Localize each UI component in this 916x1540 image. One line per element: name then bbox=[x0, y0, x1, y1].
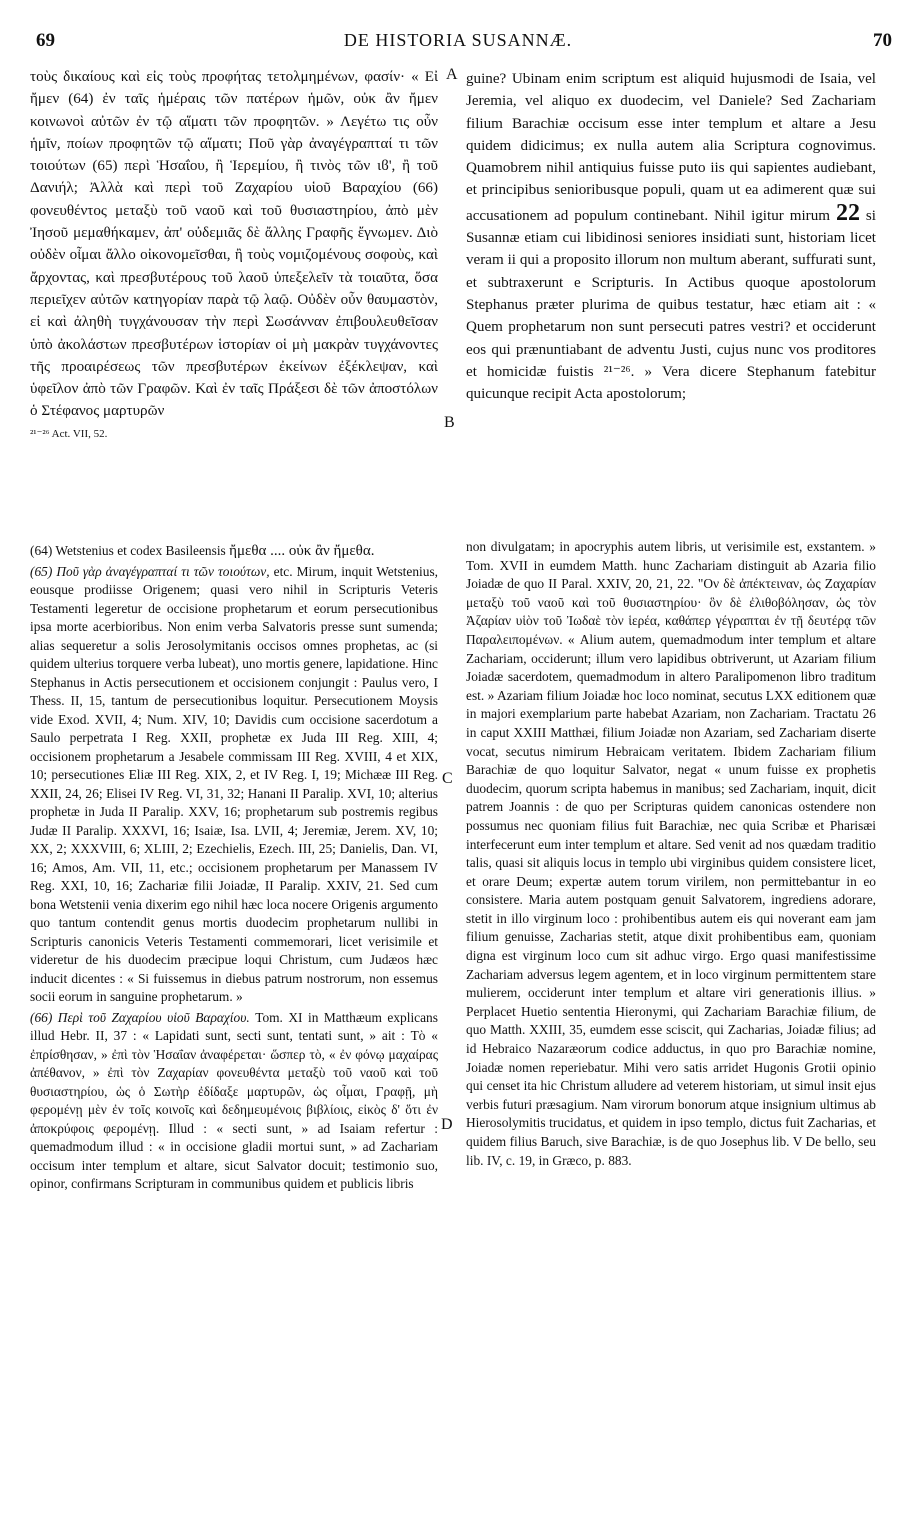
footnote-65-head: (65) Ποῦ γὰρ ἀναγέγραπταί τι τῶν τοιούτων, bbox=[30, 563, 270, 579]
page-number-right: 70 bbox=[873, 30, 892, 51]
greek-main-text bbox=[30, 66, 438, 548]
footnote-64 bbox=[30, 542, 438, 561]
footnote-65-body: etc. Mirum, inquit Wetstenius, eousque prodiisse Origenem; quasi vero nihil in Scripturis Veteris Testamenti legeretur de occisione prophetarum et eorum persecutionibus ipsa morte acerbioribus. Non enim verba Salvatoris presse sunt sumenda; alias sequeretur a solis Jerosolymitanis occisos omnes prophetas, ac (si quidem ulterius torquere verba lubeat), uno mortis genere, lapidatione. Hinc Stephanus in Actis persecutionem et occisionem conjungit : Paulus vero, I Thess. II, 15, tantum de persecutionibus loquitur. Persecutionem Moysis vide Exod. XVII, 4; Num. XIV, 10; Davidis cum occisione sacerdotum a Saulo perpetrata I Reg. XXII, prophetæ ex Juda III Reg. XIII, 4; occisionem prophetarum a Jesabele commissam III Reg. XVIII, 4 et XIX, 10; persecutiones Eliæ III Reg. XIX, 2, et IV Reg. I, 19; Michææ III Reg. XXII, 24, 26; Elisei IV Reg. VI, 31, 32; Hanani II Paralip. XVI, 10; alterius prophetæ in Juda II Paralip. XXV, 16; prophetarum sub postremis regibus Judæ II Paralip. XXXVI, 16; Isaiæ, Isa. LVII, 4; Jeremiæ, Jerem. XV, 10; XX, 2; XXXVIII, 6; XLIII, 2; Ezechielis, Ezech. III, 25; Danielis, Dan. VI, 16; Amos, Am. VII, 11, etc.; occisionem prophetarum per Manassem IV Reg. XXI, 10, 16; Zachariæ filii Joiadæ, II Paralip. XXIV, 21. Sed cum bona Wetstenii venia dixerim ego nihil hæc loca nocere Origenis argumento quo tantum contendit genus mortis duodecim prophetarum nullibi in Scripturis canonicis Veteris Testamenti commemorari, licet verisimile et videretur de his duodecim præcipue loqui Christum, cum Judæos hæc inducit dicentes : « Si fuissemus in diebus patrum nostrorum, non essemus socii eorum in sanguine prophetarum. » bbox=[30, 563, 438, 1004]
margin-letter-c: C bbox=[442, 770, 453, 787]
latin-paragraph bbox=[466, 68, 876, 405]
page-header bbox=[24, 30, 892, 58]
latin-main-text bbox=[466, 68, 876, 546]
footnote-66-body: Tom. XI in Matthæum explicans illud Hebr. II, 37 : « Lapidati sunt, secti sunt, tentati sunt, » ait : Τὸ « ἐπρίσθησαν, » ἐπὶ τὸν Ἡσαΐαν ἀναφέρεται· ὥσπερ τὸ, « ἐν φόνῳ μαχαίρας ἀπέθανον, » ἐπὶ τὸν Ζαχαρίαν φονευθέντα μεταξὺ τοῦ ναοῦ καὶ τοῦ θυσιαστηρίου, ὡς ὁ Σωτὴρ ἐδίδαξε μαρτυρῶν, ὡς οἶμαι, Γραφῇ, μὴ φερομένῃ μὲν ἐν τοῖς κοινοῖς καὶ δεδημευμένοις βιβλίοις, εἰκὸς δ' ὅτι ἐν ἀποκρύφοις φερομένῃ. Illud : « secti sunt, » ad Isaiam refertur : quemadmodum illud : « in occisione gladii mortui sunt, » ad Zachariam occisum inter templum et altare, sicut Salvator docuit; testimonio suo, opinor, confirmans Scripturam in communibus quidem et publicis libris bbox=[30, 1009, 438, 1191]
page-number-left: 69 bbox=[36, 30, 55, 51]
footnote-65 bbox=[30, 563, 438, 1007]
footnotes-left bbox=[30, 542, 438, 1502]
footnote-continuation: non divulgatam; in apocryphis autem libris, ut verisimile est, exstantem. » Tom. XVII in eumdem Matth. hunc Zachariam distinguit ab Azaria filio Joiadæ de quo II Paral. XXIV, 20, 21, 22. "Ον δὲ ἀπέκτειναν, ὡς Ζαχαρίαν μεταξὺ τοῦ ναοῦ καὶ τοῦ θυσιαστηρίου· ὃν δὲ ἐλιθοβόλησαν, ὡς τὸν Ἀζαρίαν υἱὸν τοῦ Ἰωδαὲ τὸν ἱερέα, καθάπερ γέγραπται ἐν τῇ δευτέρᾳ τῶν Παραλειπομένων. « Alium autem, quemadmodum inter templum et altare Zachariam, occiderunt; illum vero lapidibus obtriverunt, ut Azariam filium Joiadæ sacerdotem, quemadmodum in altero Paralipomenon libro traditum est. » Azariam filium Joiadæ hoc loco nominat, secutus LXX editionem quæ in majori exemplarium parte habebat Azariam, non Zachariam. Tractatu 26 in caput XXIII Matthæi, filium Joiadæ non Azariam, sed Zachariam diserte vocat, secutus nimirum Hebraicam veritatem. Ibidem Zachariam filium Barachiæ de quo loquitur Salvator, negat « unum fuisse ex prophetis duodecim, quorum scripta habemus in manibus; sed Zachariam, inquit, dicit patrem Joannis : de quo per Scripturas quidem canonicas ostendere non possumus nec quoniam filius fuit Barachiæ, nec quia Scribæ et Pharisæi interfecerunt eum inter templum et altare. Sed venit ad nos quædam traditio talis, quasi sit aliquis locus in templo ubi virginibus quidem consistere licet, et orare Deum; expertæ autem torum virilem, non permittebantur in eo consistere. Maria autem postquam genuit Salvatorem, ingrediens adorare, stetit in illo virginum loco : prohibentibus autem eis qui noverant eam jam filium genuisse, Zacharias stetit, atque dixit prohibentibus eam, quoniam digna est virginum loco cum sit adhuc virgo. Ergo quasi manifestissime Zachariam adversus legem agentem, et in loco virginum permittentem stare mulierem, occiderunt inter templum et altare viri generationis illius. » Perplacet Huetio sententia Hieronymi, qui Zachariam Barachiæ filium, de quo Matth. XXIII, 35, eumdem esse sciscit, qui Zacharias, Joiadæ filius; ad id Hebraico Nazaræorum codice adductus, in quo pro Barachiæ nomine, Joiadæ nomen reperiebatur. Mihi vero satis arridet Hugonis Grotii opinio qui censet ita hic Christum alludere ad veterem historiam, ut simul insit ejus verbis futuri præsagium. Nam virorum bonorum atque insignium ultimus ab Hierosolymitis trucidatus, et quidem in ipso templo, dictus fuit Zacharias, et quidem filius Baruch, sive Barachiæ, is de quo Josephus lib. V De bello, seu lib. IV, c. 19, in Græco, p. 883. bbox=[466, 539, 876, 1168]
margin-letter-a: A bbox=[446, 66, 458, 83]
latin-text-part1: guine? Ubinam enim scriptum est aliquid hujusmodi de Isaia, vel Jeremia, vel aliquo ex duodecim, vel Daniele? Sed Zachariam filium Barachiæ occisum esse inter templum et altare a Jesu quidem didicimus; ex nulla autem alia Scriptura cognovimus. Quamobrem nihil antiquius fuisse puto iis qui sapientes audiebant, et principibus senioribusque populi, quam ut ea adimerent quæ sui accusationem ad populum continebant. Nihil igitur mirum bbox=[466, 71, 876, 224]
footnote-64-greek: ἤμεθα .... οὐκ ἂν ἤμεθα. bbox=[229, 543, 375, 559]
running-title: DE HISTORIA SUSANNÆ. bbox=[343, 30, 573, 50]
greek-paragraph: τοὺς δικαίους καὶ εἰς τοὺς προφήτας τετολμημένων, φασίν· « Εἰ ἤμεν (64) ἐν ταῖς ἡμέραις τῶν πατέρων ἡμῶν, οὐκ ἂν ἤμεν κοινωνοὶ αὐτῶν ἐν τῷ αἵματι τῶν προφητῶν. » Λεγέτω τις οὖν ἡμῖν, ποίων προφητῶν τῷ αἵματι; Ποῦ γὰρ ἀναγέγραπταί τι τῶν τοιούτων (65) περὶ Ἡσαΐου, ἢ Ἱερεμίου, ἢ τινὸς τῶν ιϐ', ἢ τοῦ Δανιήλ; Ἀλλὰ καὶ περὶ τοῦ Ζαχαρίου υἱοῦ Βαραχίου (66) φονευθέντος μεταξὺ τοῦ ναοῦ καὶ τοῦ θυσιαστηρίου, ἀπὸ μὲν Ἰησοῦ μεμαθήκαμεν, ἀπ' οὐδεμιᾶς δὲ ἄλλης Γραφῆς ἔγνωμεν. Διὸ οὐδὲν οἶμαι ἄλλο οἰκονομεῖσθαι, ἢ τοὺς νομιζομένους σοφοὺς, καὶ ἄρχοντας, καὶ πρεσβυτέρους τοῦ λαοῦ ὑπεξελεῖν τὰ τοιαῦτα, ὅσα περιεῖχεν αὐτῶν κατηγορίαν παρὰ τῷ λαῷ. Οὐδὲν οὖν θαυμαστὸν, εἰ καὶ ἀληθὴ τυγχάνουσαν τὴν περὶ Σωσάνναν ἐπιβουλευθεῖσαν ὑπὸ ἀκολάστων πρεσβυτέρων ἱστορίαν οἱ μὴ μακρὰν τυγχάνοντες τῆς προαιρέσεως τῶν πρεσβυτέρων ἐκείνων ἐξέκλεψαν, καὶ ὑφεῖλον ἀπὸ τῶν Γραφῶν. Καὶ ἐν ταῖς Πράξεσι δὲ τῶν ἀποστόλων ὁ Στέφανος μαρτυρῶν bbox=[30, 69, 438, 420]
margin-letter-d: D bbox=[441, 1116, 453, 1133]
footnotes-right bbox=[466, 538, 876, 1508]
latin-text-part2: si Susannæ etiam cui libidinosi seniores insidiati sunt, historiam licet veram ii qui a proposito illorum non multum aberant, suffurati sunt, et subtraxerunt e Scripturis. In Actibus quoque apostolorum Stephanus præter plurima de quibus testatur, hæc etiam ait : « Quem prophetarum non sunt persecuti patres vestri? et occiderunt eos qui prænuntiabant de adventu Justi, cujus nunc vos proditores et homicidæ fuistis ²¹⁻²⁶. » Vera dicere Stephanum fatebitur quicunque recipit Acta apostolorum; bbox=[466, 207, 876, 403]
footnote-66 bbox=[30, 1009, 438, 1194]
footnote-64-label: (64) Wetstenius et codex Basileensis bbox=[30, 543, 226, 558]
section-number: 22 bbox=[835, 199, 860, 226]
margin-letter-b: B bbox=[444, 414, 455, 431]
scripture-reference: ²¹⁻²⁶ Act. VII, 52. bbox=[30, 427, 108, 440]
footnote-66-head: (66) Περὶ τοῦ Ζαχαρίου υἱοῦ Βαραχίου. bbox=[30, 1009, 250, 1025]
